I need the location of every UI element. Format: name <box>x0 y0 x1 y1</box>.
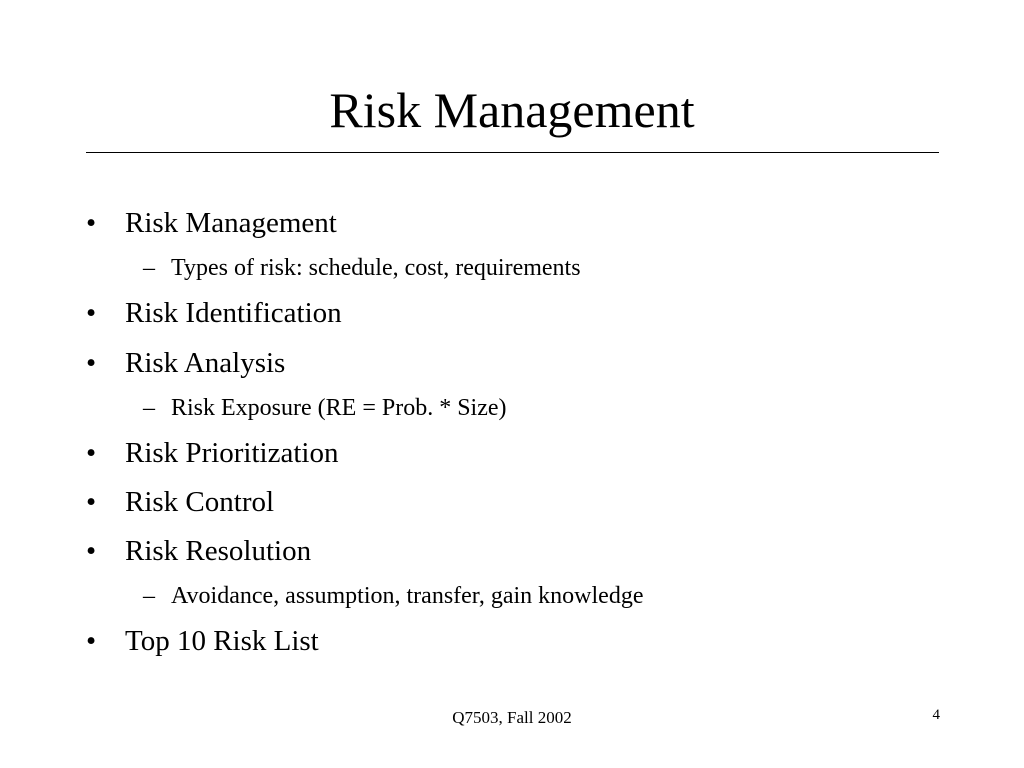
slide-title: Risk Management <box>329 82 695 138</box>
sub-bullet-text: Avoidance, assumption, transfer, gain knowledge <box>171 583 644 609</box>
bullet-text: Top 10 Risk List <box>125 625 319 657</box>
page-number: 4 <box>932 707 940 723</box>
dash-marker: – <box>143 255 155 281</box>
bullet-text: Risk Resolution <box>125 535 312 567</box>
bullet-marker: • <box>86 535 97 567</box>
bullet-text: Risk Identification <box>125 297 342 329</box>
dash-marker: – <box>143 395 155 421</box>
bullet-marker: • <box>86 207 97 239</box>
bullet-marker: • <box>86 297 97 329</box>
bullet-text: Risk Analysis <box>125 347 286 379</box>
bullet-text: Risk Control <box>125 486 275 518</box>
dash-marker: – <box>143 583 155 609</box>
bullet-marker: • <box>86 625 97 657</box>
bullet-text: Risk Prioritization <box>125 437 339 469</box>
footer-text: Q7503, Fall 2002 <box>452 708 572 727</box>
bullet-marker: • <box>86 437 97 469</box>
bullet-marker: • <box>86 347 97 379</box>
sub-bullet-text: Risk Exposure (RE = Prob. * Size) <box>171 395 507 421</box>
bullet-marker: • <box>86 486 97 518</box>
bullet-text: Risk Management <box>125 207 337 239</box>
sub-bullet-text: Types of risk: schedule, cost, requirements <box>171 255 581 281</box>
